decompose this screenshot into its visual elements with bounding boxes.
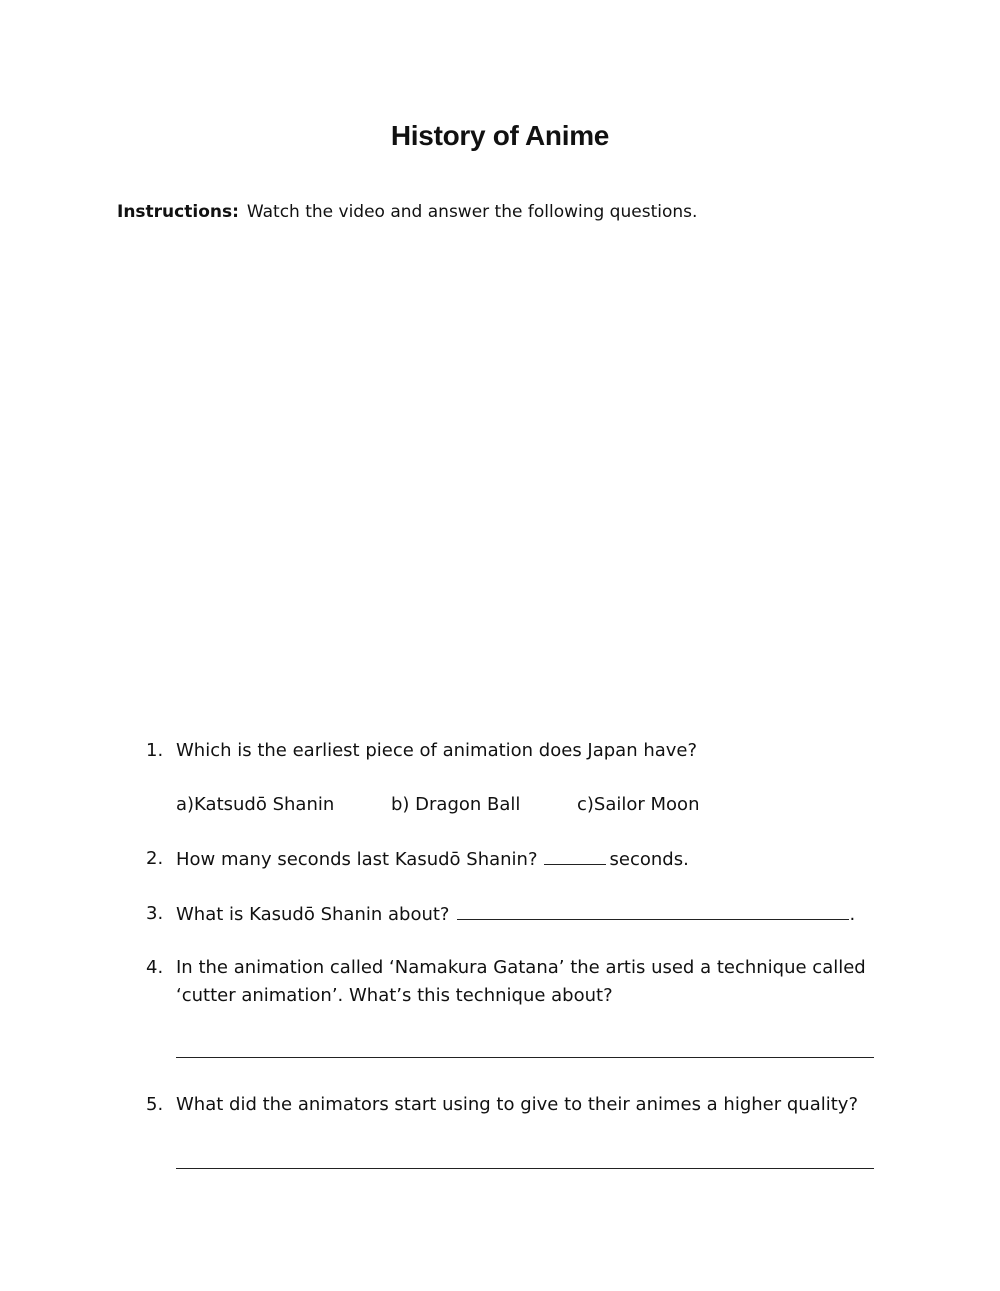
question-text-line-1: In the animation called ‘Namakura Gatana’ the artis used a technique called: [176, 957, 866, 978]
answer-blank[interactable]: [544, 845, 606, 865]
instructions: [117, 200, 697, 224]
question-text-after: seconds.: [609, 849, 689, 870]
option-b[interactable]: b) Dragon Ball: [391, 794, 521, 815]
question-number: 1.: [146, 740, 164, 761]
question-text: [176, 845, 689, 874]
question-number: 5.: [146, 1094, 164, 1115]
question-text-after: .: [849, 904, 856, 925]
video-embed-area[interactable]: [117, 250, 883, 690]
question-number: 4.: [146, 957, 164, 978]
question-number: 2.: [146, 848, 164, 869]
page-title: History of Anime: [390, 120, 610, 151]
instructions-label: Instructions:: [117, 202, 239, 222]
answer-blank[interactable]: [457, 900, 849, 920]
question-text: What did the animators start using to give to their animes a higher quality?: [176, 1094, 859, 1115]
option-c[interactable]: c)Sailor Moon: [577, 794, 700, 815]
answer-line[interactable]: [176, 1168, 874, 1169]
question-number: 3.: [146, 903, 164, 924]
question-text: Which is the earliest piece of animation does Japan have?: [176, 740, 698, 761]
answer-line[interactable]: [176, 1057, 874, 1058]
question-text: [176, 900, 855, 929]
instructions-text: Watch the video and answer the following questions.: [246, 202, 698, 222]
question-text-before: What is Kasudō Shanin about?: [176, 904, 450, 925]
option-a[interactable]: a)Katsudō Shanin: [176, 794, 335, 815]
question-text-before: How many seconds last Kasudō Shanin?: [176, 849, 538, 870]
question-text-line-2: ‘cutter animation’. What’s this technique about?: [176, 985, 613, 1006]
